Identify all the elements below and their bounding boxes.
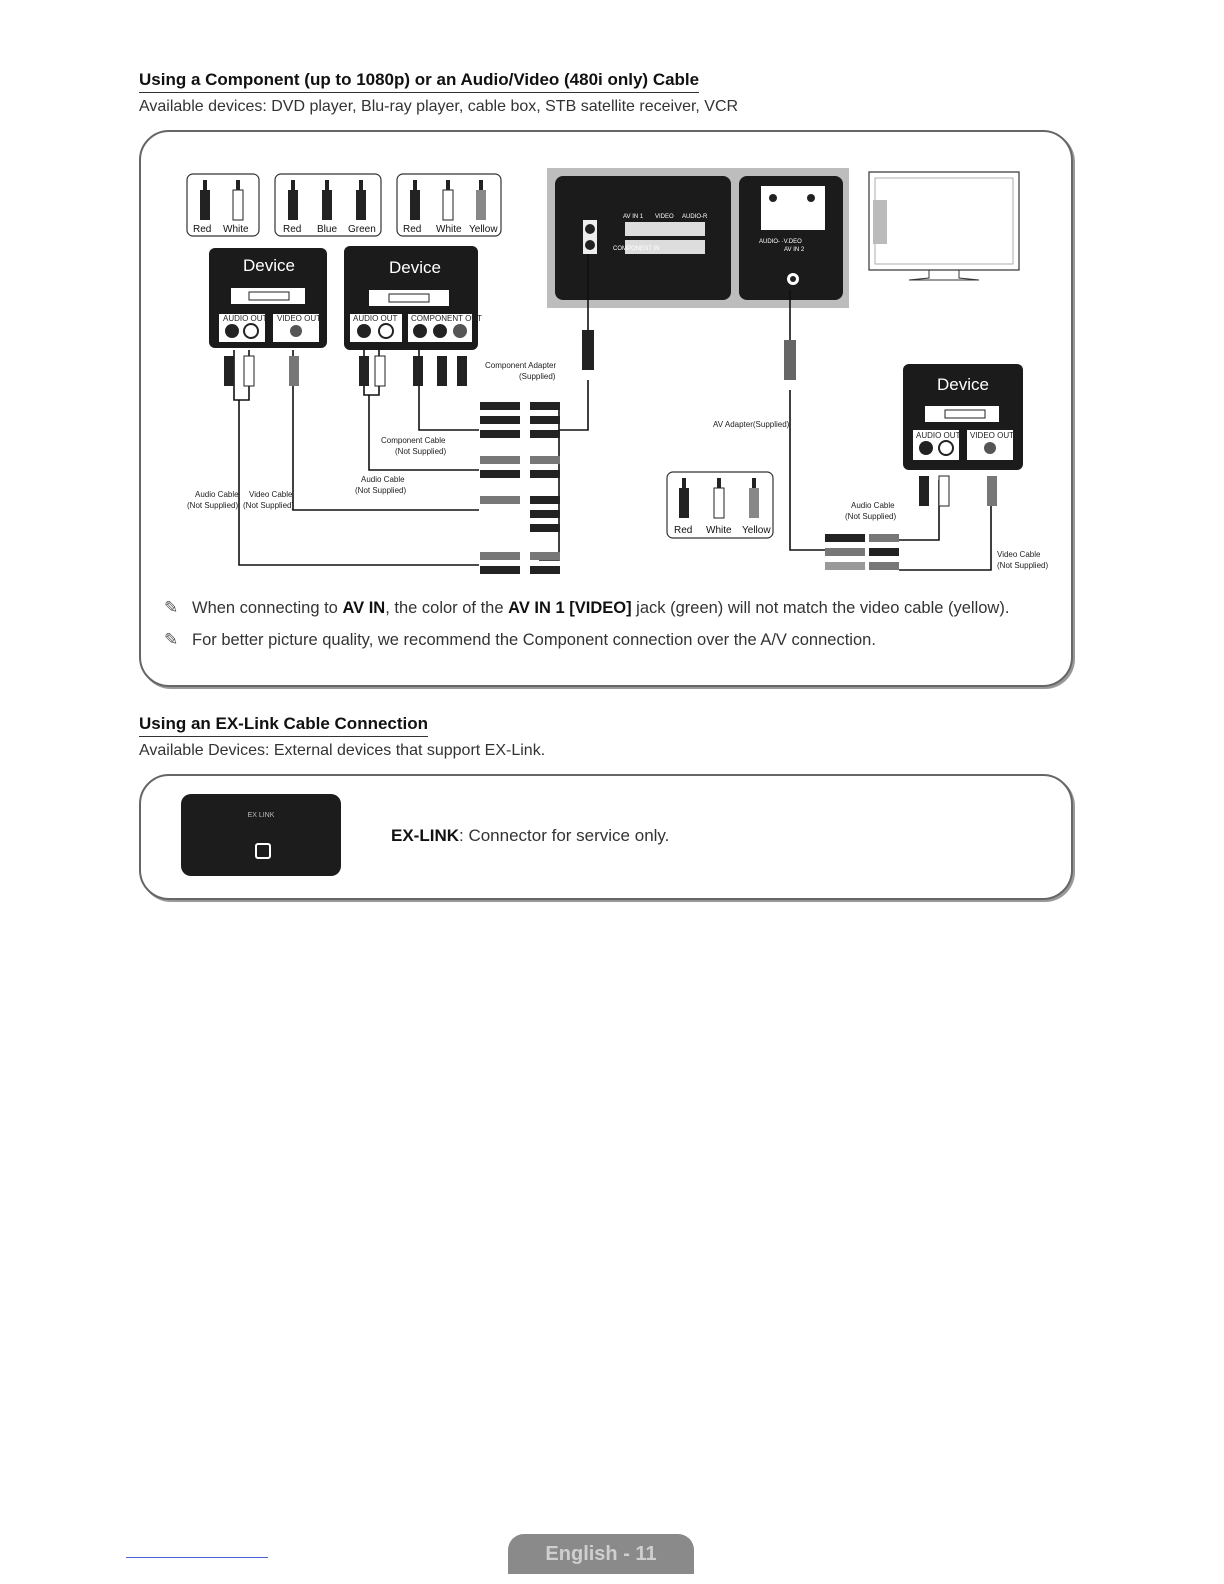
section-title-exlink: Using an EX-Link Cable Connection	[139, 714, 428, 737]
device-title: Device	[243, 256, 295, 275]
exlink-panel	[181, 794, 341, 876]
cable-connectors	[224, 330, 997, 574]
audio-out-label: AUDIO OUT	[353, 314, 398, 323]
component-adapter-label: Component Adapter	[485, 361, 557, 370]
device-title: Device	[389, 258, 441, 277]
av-in-2-label: AV IN 2	[784, 247, 805, 253]
plug-box-red-white	[187, 174, 259, 236]
exlink-description: EX-LINK: Connector for service only.	[391, 826, 670, 845]
component-adapter-note: (Supplied)	[519, 372, 556, 381]
tv-panel	[547, 168, 1019, 308]
audio-r-label: AUDIO-R	[682, 214, 708, 220]
page-number-tab: English - 11	[508, 1534, 694, 1574]
device-box-av-right	[903, 364, 1023, 470]
plug-label: Green	[348, 224, 376, 235]
pencil-icon: ✎	[164, 598, 179, 617]
note-av-in: ✎ When connecting to AV IN, the color of the AV IN 1 [VIDEO] jack (green) will not match the video cable (yellow).	[164, 598, 1010, 617]
video-cable-note-right: (Not Supplied)	[997, 561, 1049, 570]
video-label: VIDEO	[655, 214, 674, 220]
video-out-label: VIDEO OUT	[277, 314, 322, 323]
plug-label: Red	[283, 224, 302, 235]
device-title: Device	[937, 375, 989, 394]
component-cable-label: Component Cable	[381, 436, 446, 445]
device-box-component	[344, 246, 482, 350]
video-cable-label-left: Video Cable	[249, 490, 293, 499]
section-subtitle-component: Available devices: DVD player, Blu-ray player, cable box, STB satellite receiver, VCR	[139, 98, 739, 115]
note-picture-quality: ✎ For better picture quality, we recommend the Component connection over the A/V connection.	[164, 630, 876, 649]
section-title-component: Using a Component (up to 1080p) or an Audio/Video (480i only) Cable	[139, 70, 699, 93]
audio-cable-label-right: Audio Cable	[851, 501, 895, 510]
plug-label: White	[706, 525, 732, 536]
component-in-label: COMPONENT IN	[613, 246, 660, 252]
plug-label: White	[223, 224, 249, 235]
plug-label: Blue	[317, 224, 338, 235]
video-cable-label-right: Video Cable	[997, 550, 1041, 559]
audio-cable-note: (Not Supplied)	[355, 486, 407, 495]
audio-out-label: AUDIO OUT	[916, 431, 961, 440]
plug-label: Red	[193, 224, 212, 235]
audio-cable-label-left: Audio Cable	[195, 490, 239, 499]
section-subtitle-exlink: Available Devices: External devices that support EX-Link.	[139, 742, 546, 759]
plug-label: Red	[674, 525, 693, 536]
plug-box-red-white-yellow-right	[667, 472, 773, 538]
av-in-1-label: AV IN 1	[623, 214, 644, 220]
plug-box-red-white-yellow	[397, 174, 501, 236]
av-audio-video-label: AUDIO- ·V.DEO	[759, 239, 802, 245]
pencil-icon: ✎	[164, 630, 179, 649]
component-out-label: COMPONENT OUT	[411, 314, 482, 323]
exlink-port-icon	[255, 843, 271, 859]
audio-out-label: AUDIO OUT	[223, 314, 268, 323]
audio-cable-note-left: (Not Supplied)	[187, 501, 239, 510]
video-out-label: VIDEO OUT	[970, 431, 1015, 440]
connection-diagram	[139, 130, 1071, 600]
device-box-av	[209, 248, 327, 348]
av-adapter-label: AV Adapter(Supplied)	[713, 420, 790, 429]
plug-box-red-blue-green	[275, 174, 381, 236]
audio-cable-note-right: (Not Supplied)	[845, 512, 897, 521]
audio-cable-label: Audio Cable	[361, 475, 405, 484]
video-cable-note-left: (Not Supplied)	[243, 501, 295, 510]
plug-label: Yellow	[742, 525, 771, 536]
plug-label: Yellow	[469, 224, 498, 235]
component-cable-note: (Not Supplied)	[395, 447, 447, 456]
plug-label: Red	[403, 224, 422, 235]
plug-label: White	[436, 224, 462, 235]
exlink-panel-label: EX LINK	[247, 812, 275, 819]
footer-rule	[126, 1557, 268, 1558]
